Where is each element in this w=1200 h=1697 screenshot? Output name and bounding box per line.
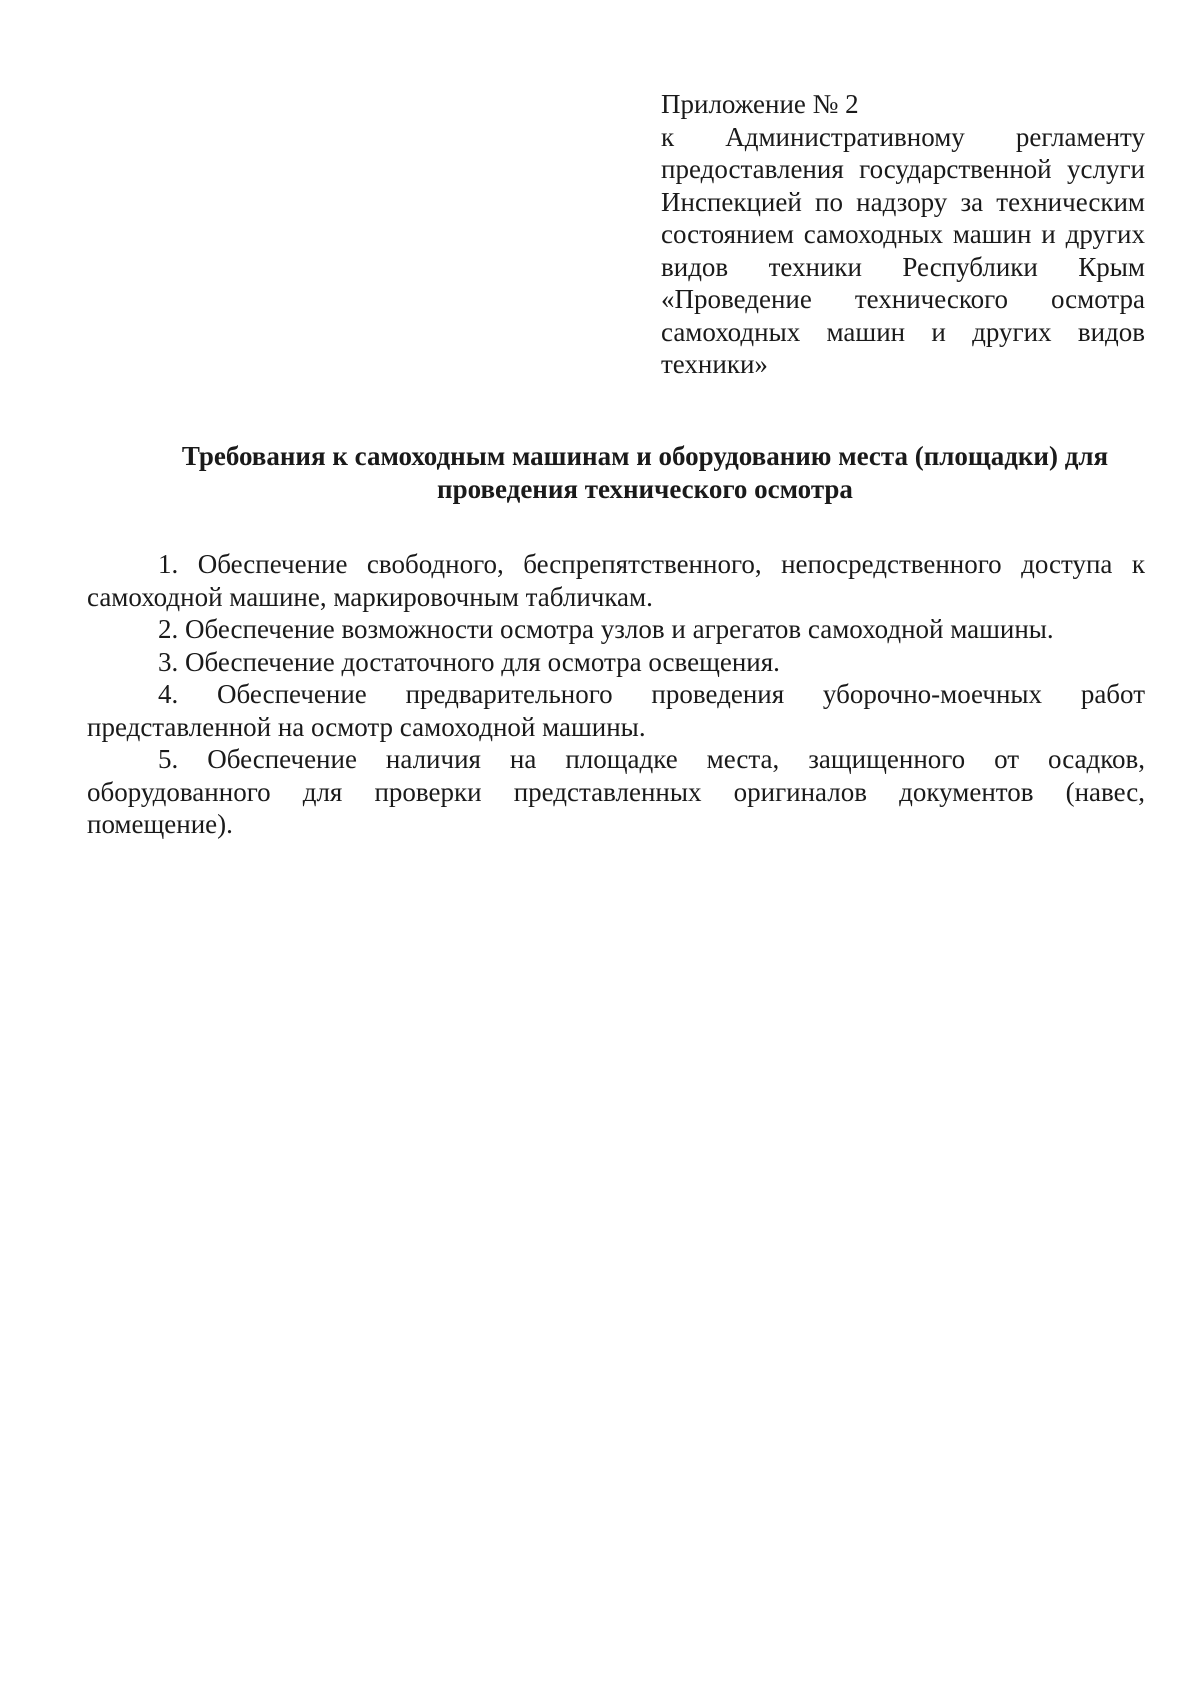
requirement-item-5: 5. Обеспечение наличия на площадке места, защищенного от осадков, оборудованного для проверки представленных оригиналов документов (навес, помещение). [87,744,1145,839]
document-title-line-2: проведения технического осмотра [437,473,853,504]
annex-number: Приложение № 2 [661,89,859,119]
requirement-item-4: 4. Обеспечение предварительного проведения уборочно-моечных работ представленной на осмотр самоходной машины. [87,679,1145,742]
document-title [150,440,1140,505]
annex-block [661,88,1145,381]
document-title-line-1: Требования к самоходным машинам и оборудованию места (площадки) для [181,441,1109,471]
requirement-item-3: 3. Обеспечение достаточного для осмотра освещения. [158,646,780,677]
annex-reference-text: к Административному регламенту предоставления государственной услуги Инспекцией по надзору за техническим состоянием самоходных машин и других видов техники Республики Крым «Проведение технического осмотра самоходных машин и других видов техники» [661,121,1145,379]
requirement-item-2: 2. Обеспечение возможности осмотра узлов и агрегатов самоходной машины. [158,614,1054,644]
requirement-item-1: 1. Обеспечение свободного, беспрепятственного, непосредственного доступа к самоходной машине, маркировочным табличкам. [87,549,1145,612]
requirements-list [87,548,1145,841]
